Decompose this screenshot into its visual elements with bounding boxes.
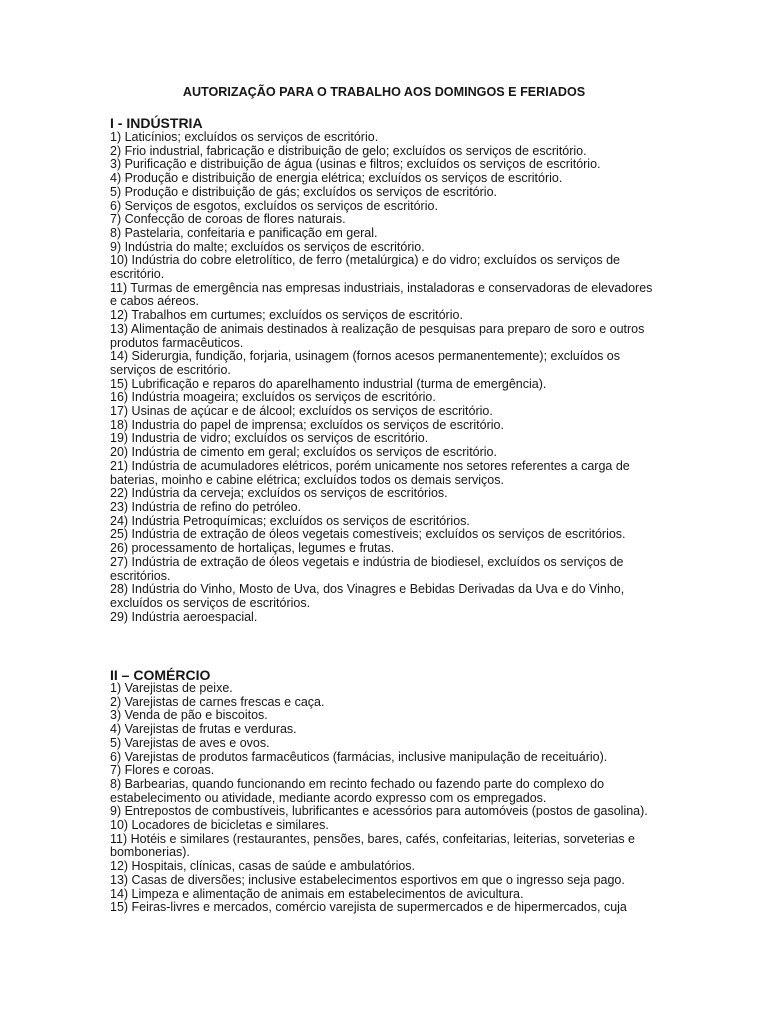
list-item: 17) Usinas de açúcar e de álcool; excluídos os serviços de escritório. [110,404,493,419]
list-item: 8) Barbearias, quando funcionando em recinto fechado ou fazendo parte do complexo do estabelecimento ou atividade, mediante acordo expresso com os empregados. [110,776,605,805]
section-heading-comercio: II – COMÉRCIO [110,667,211,683]
list-item: 29) Indústria aeroespacial. [110,609,258,624]
comercio-item-list [110,682,662,915]
list-item: 12) Hospitais, clínicas, casas de saúde e ambulatórios. [110,859,416,874]
list-item: 15) Feiras-livres e mercados, comércio varejista de supermercados e de hipermercados, cuja [110,900,627,915]
list-item: 2) Frio industrial, fabricação e distribuição de gelo; excluídos os serviços de escritório. [110,143,587,158]
list-item: 20) Indústria de cimento em geral; excluídos os serviços de escritório. [110,445,497,460]
list-item: 7) Flores e coroas. [110,763,215,778]
list-item: 3) Purificação e distribuição de água (usinas e filtros; excluídos os serviços de escritório. [110,157,601,172]
list-item: 11) Turmas de emergência nas empresas industriais, instaladoras e conservadoras de elevadores e cabos aéreos. [110,280,653,309]
list-item: 10) Indústria do cobre eletrolítico, de ferro (metalúrgica) e do vidro; excluídos os serviços de escritório. [110,253,620,282]
list-item: 5) Varejistas de aves e ovos. [110,735,270,750]
list-item: 16) Indústria moageira; excluídos os serviços de escritório. [110,390,436,405]
list-item: 6) Serviços de esgotos, excluídos os serviços de escritório. [110,198,438,213]
section-heading-industria: I - INDÚSTRIA [110,115,203,131]
list-item: 5) Produção e distribuição de gás; excluídos os serviços de escritório. [110,184,497,199]
list-item: 28) Indústria do Vinho, Mosto de Uva, dos Vinagres e Bebidas Derivadas da Uva e do Vinho, excluídos os serviços de escritórios. [110,582,625,610]
list-item: 4) Produção e distribuição de energia elétrica; excluídos os serviços de escritório. [110,171,563,186]
list-item: 2) Varejistas de carnes frescas e caça. [110,694,325,709]
list-item: 13) Alimentação de animais destinados à realização de pesquisas para preparo de soro e outros produtos farmacêuticos. [110,321,645,350]
list-item: 1) Laticínios; excluídos os serviços de escritório. [110,130,379,144]
list-item: 4) Varejistas de frutas e verduras. [110,722,297,737]
list-item: 7) Confecção de coroas de flores naturais. [110,212,346,227]
list-item: 21) Indústria de acumuladores elétricos, porém unicamente nos setores referentes a carga de baterias, moinho e cabine elétrica; excluídos todos os demais serviços. [110,458,630,487]
list-item: 18) Industria do papel de imprensa; excluídos os serviços de escritório. [110,417,504,432]
list-item: 10) Locadores de bicicletas e similares. [110,818,329,833]
list-item: 23) Indústria de refino do petróleo. [110,499,302,514]
list-item: 22) Indústria da cerveja; excluídos os serviços de escritórios. [110,486,448,501]
list-item: 27) Indústria de extração de óleos vegetais e indústria de biodiesel, excluídos os serviços de escritórios. [110,554,624,583]
list-item: 14) Siderurgia, fundição, forjaria, usinagem (fornos acesos permanentemente); excluídos os serviços de escritório. [110,349,620,377]
list-item: 9) Indústria do malte; excluídos os serviços de escritório. [110,239,425,254]
list-item: 19) Industria de vidro; excluídos os serviços de escritório. [110,431,429,446]
list-item: 25) Indústria de extração de óleos vegetais comestíveis; excluídos os serviços de escritórios. [110,527,626,542]
list-item: 26) processamento de hortaliças, legumes e frutas. [110,541,395,556]
list-item: 1) Varejistas de peixe. [110,681,233,695]
list-item: 12) Trabalhos em curtumes; excluídos os serviços de escritório. [110,308,463,323]
document-title: AUTORIZAÇÃO PARA O TRABALHO AOS DOMINGOS E FERIADOS [182,85,586,99]
industria-item-list [110,131,662,624]
list-item: 15) Lubrificação e reparos do aparelhamento industrial (turma de emergência). [110,376,547,391]
list-item: 13) Casas de diversões; inclusive estabelecimentos esportivos em que o ingresso seja pago. [110,872,625,887]
list-item: 8) Pastelaria, confeitaria e panificação em geral. [110,225,378,240]
list-item: 6) Varejistas de produtos farmacêuticos (farmácias, inclusive manipulação de receituário). [110,749,608,764]
list-item: 24) Indústria Petroquímicas; excluídos os serviços de escritórios. [110,513,470,528]
list-item: 9) Entrepostos de combustíveis, lubrificantes e acessórios para automóveis (postos de gasolina). [110,804,648,819]
list-item: 14) Limpeza e alimentação de animais em estabelecimentos de avicultura. [110,886,524,901]
list-item: 11) Hotéis e similares (restaurantes, pensões, bares, cafés, confeitarias, leiterias, sorveterias e bombonerias). [110,831,635,860]
list-item: 3) Venda de pão e biscoitos. [110,708,268,723]
